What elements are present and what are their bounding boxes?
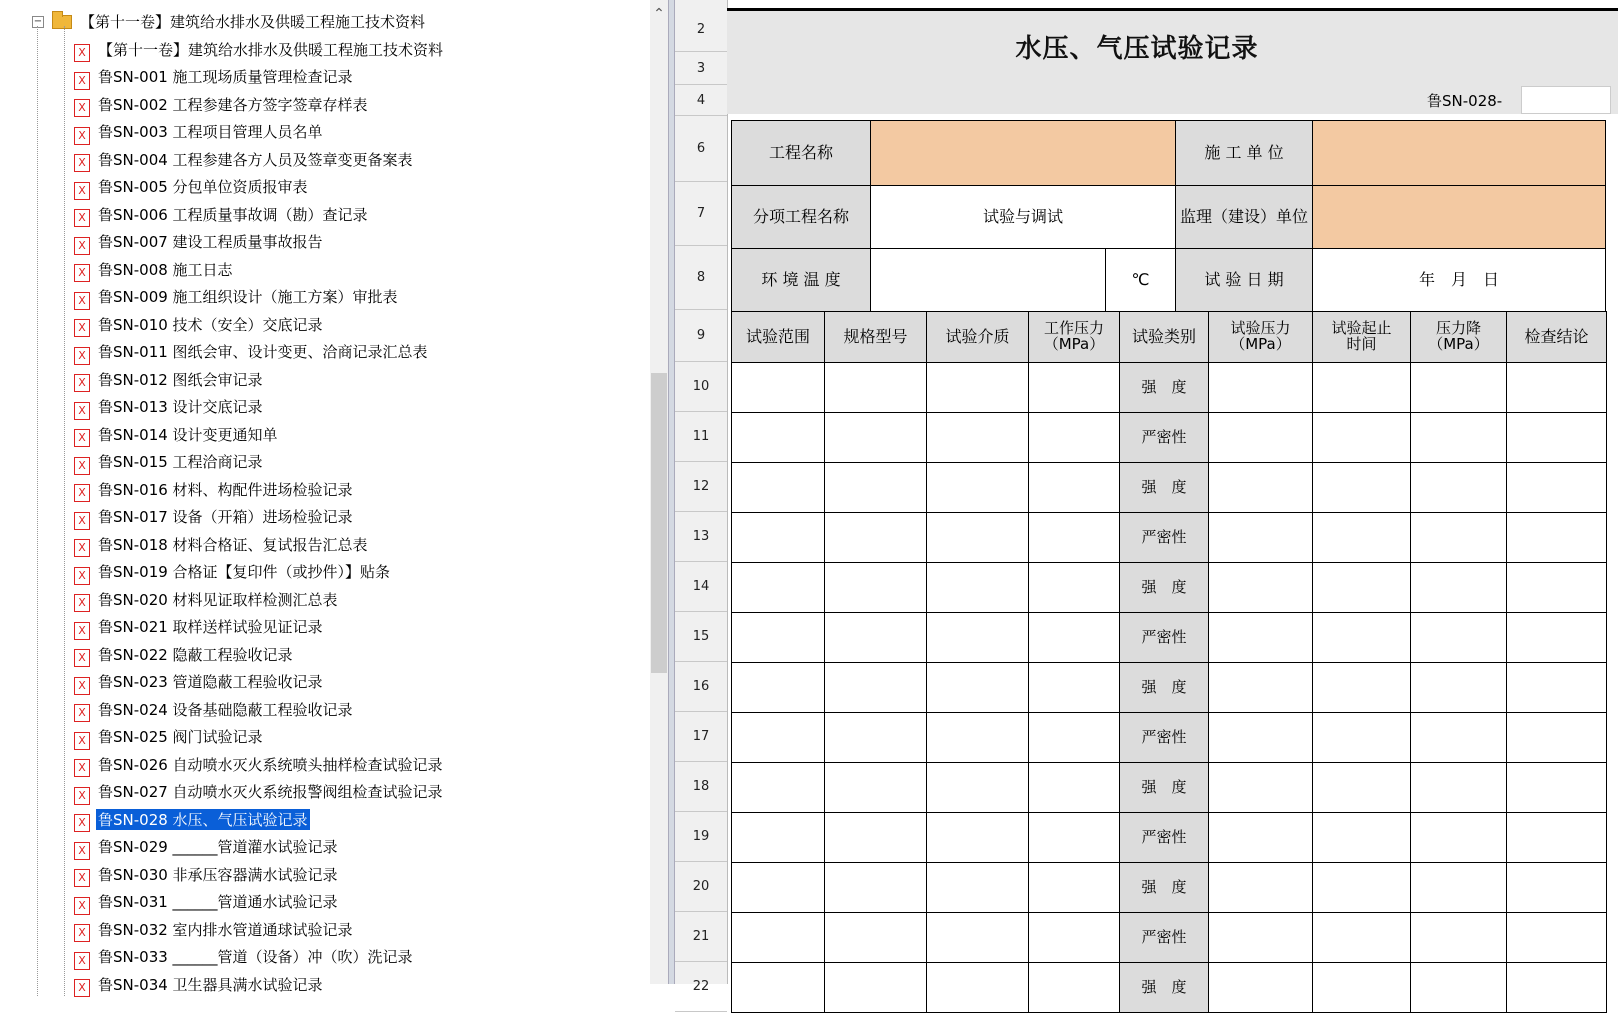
tree-item[interactable] <box>74 63 355 90</box>
table-cell[interactable] <box>1312 712 1411 763</box>
tree-item-label: 鲁SN-025 阀门试验记录 <box>98 728 263 746</box>
panel-splitter[interactable] <box>668 0 675 984</box>
test-date-value[interactable]: 年 月 日 <box>1312 248 1606 312</box>
tree-item-label: 鲁SN-004 工程参建各方人员及签章变更备案表 <box>98 150 413 169</box>
column-header: 试验范围 <box>731 311 825 363</box>
excel-file-icon: X <box>74 44 90 62</box>
table-cell[interactable] <box>1506 562 1607 613</box>
tree-item-label: 鲁SN-008 施工日志 <box>98 260 233 279</box>
tree-item[interactable] <box>74 393 265 420</box>
tree-item[interactable] <box>74 696 355 723</box>
table-cell[interactable] <box>926 962 1029 1013</box>
test-category: 强 度 <box>1119 862 1209 913</box>
table-cell[interactable] <box>1208 612 1313 663</box>
construction-unit-input[interactable] <box>1312 120 1606 186</box>
excel-file-icon: X <box>74 704 90 722</box>
table-cell[interactable] <box>824 662 927 713</box>
table-cell[interactable] <box>1028 762 1120 813</box>
tree-item-label: 鲁SN-033 ______管道（设备）冲（吹）洗记录 <box>98 948 413 966</box>
tree-item[interactable] <box>74 531 370 558</box>
table-cell[interactable] <box>1410 662 1507 713</box>
row-header[interactable]: 21 <box>675 912 727 962</box>
excel-file-icon: X <box>74 952 90 970</box>
table-cell[interactable] <box>926 612 1029 663</box>
tree-item[interactable] <box>74 751 445 778</box>
excel-file-icon: X <box>74 594 90 612</box>
table-cell[interactable] <box>824 862 927 913</box>
tree-item[interactable] <box>74 283 400 310</box>
excel-file-icon: X <box>74 457 90 475</box>
table-cell[interactable] <box>1506 862 1607 913</box>
table-cell[interactable] <box>1208 712 1313 763</box>
excel-file-icon: X <box>74 374 90 392</box>
table-cell[interactable] <box>1312 462 1411 513</box>
table-cell[interactable] <box>926 562 1029 613</box>
tree-guide-line <box>64 26 65 996</box>
table-cell[interactable] <box>1208 412 1313 463</box>
row-header[interactable]: 2 <box>675 8 727 52</box>
excel-file-icon: X <box>74 182 90 200</box>
test-category: 强 度 <box>1119 962 1209 1013</box>
tree-item-label: 鲁SN-021 取样送样试验见证记录 <box>98 618 323 636</box>
tree-item-label: 鲁SN-027 自动喷水灭火系统报警阀组检查试验记录 <box>98 783 443 801</box>
sub-project-value[interactable]: 试验与调试 <box>870 185 1176 249</box>
tree-item[interactable] <box>74 723 265 750</box>
tree-item[interactable] <box>74 668 325 695</box>
table-cell[interactable] <box>1410 512 1507 563</box>
tree-item-label: 鲁SN-013 设计交底记录 <box>98 398 263 416</box>
excel-file-icon: X <box>74 979 90 997</box>
table-cell[interactable] <box>731 712 825 763</box>
table-cell[interactable] <box>1506 962 1607 1013</box>
tree-item-label: 鲁SN-010 技术（安全）交底记录 <box>98 315 323 334</box>
table-cell[interactable] <box>1410 612 1507 663</box>
tree-item-label: 鲁SN-005 分包单位资质报审表 <box>98 178 308 196</box>
table-cell[interactable] <box>824 512 927 563</box>
test-category: 强 度 <box>1119 762 1209 813</box>
table-cell[interactable] <box>1028 612 1120 663</box>
table-cell[interactable] <box>926 462 1029 513</box>
excel-file-icon: X <box>74 924 90 942</box>
doc-number: 鲁SN-028- <box>1427 92 1503 110</box>
table-cell[interactable] <box>1028 912 1120 963</box>
tree-item[interactable] <box>74 613 325 640</box>
row-header[interactable]: 22 <box>675 962 727 1012</box>
table-cell[interactable] <box>731 862 825 913</box>
column-header: 试验类别 <box>1119 311 1209 363</box>
tree-item-label: 鲁SN-031 ______管道通水试验记录 <box>98 893 338 911</box>
table-cell[interactable] <box>1506 612 1607 663</box>
excel-file-icon: X <box>74 209 90 227</box>
row-header[interactable]: 19 <box>675 812 727 862</box>
table-cell[interactable] <box>824 562 927 613</box>
table-cell[interactable] <box>824 812 927 863</box>
row-header[interactable]: 11 <box>675 412 727 462</box>
row-header[interactable]: 13 <box>675 512 727 562</box>
tree-item-label: 鲁SN-002 工程参建各方签字签章存样表 <box>98 95 368 114</box>
excel-file-icon: X <box>74 622 90 640</box>
tree-item-label: 鲁SN-014 设计变更通知单 <box>98 425 278 444</box>
table-cell[interactable] <box>1506 362 1607 413</box>
test-category: 强 度 <box>1119 362 1209 413</box>
excel-file-icon: X <box>74 264 90 282</box>
excel-file-icon: X <box>74 567 90 585</box>
excel-file-icon: X <box>74 897 90 915</box>
tree-item-label: 鲁SN-023 管道隐蔽工程验收记录 <box>98 673 323 691</box>
tree-item[interactable] <box>74 503 355 530</box>
tree-root-folder[interactable] <box>32 8 427 35</box>
table-cell[interactable] <box>1506 762 1607 813</box>
table-cell[interactable] <box>824 462 927 513</box>
table-cell[interactable] <box>1410 762 1507 813</box>
tree-item[interactable] <box>74 146 415 173</box>
row-header[interactable]: 18 <box>675 762 727 812</box>
tree-item[interactable] <box>74 338 430 365</box>
column-header: 试验介质 <box>926 311 1029 363</box>
row-header[interactable]: 12 <box>675 462 727 512</box>
table-cell[interactable] <box>1312 562 1411 613</box>
excel-file-icon: X <box>74 649 90 667</box>
table-cell[interactable] <box>1208 562 1313 613</box>
tree-item[interactable] <box>74 861 340 888</box>
table-cell[interactable] <box>731 462 825 513</box>
table-cell[interactable] <box>824 912 927 963</box>
tree-item[interactable] <box>74 943 415 970</box>
table-cell[interactable] <box>926 762 1029 813</box>
tree-item-label: 鲁SN-015 工程洽商记录 <box>98 453 263 471</box>
row-header[interactable]: 14 <box>675 562 727 612</box>
column-header: 试验起止 时间 <box>1312 311 1411 363</box>
table-cell[interactable] <box>824 612 927 663</box>
row-header[interactable]: 17 <box>675 712 727 762</box>
table-cell[interactable] <box>1312 862 1411 913</box>
scrollbar-thumb[interactable] <box>651 373 667 673</box>
test-category: 严密性 <box>1119 712 1209 763</box>
tree-item-label: 【第十一卷】建筑给水排水及供暖工程施工技术资料 <box>98 40 444 59</box>
table-cell[interactable] <box>1506 512 1607 563</box>
row-header[interactable]: 4 <box>675 85 727 116</box>
project-name-input[interactable] <box>870 120 1176 186</box>
folder-open-icon <box>52 15 72 29</box>
tree-item[interactable] <box>74 118 325 145</box>
tree-item-label: 鲁SN-016 材料、构配件进场检验记录 <box>98 480 353 499</box>
table-cell[interactable] <box>1506 662 1607 713</box>
excel-file-icon: X <box>74 72 90 90</box>
tree-item[interactable] <box>74 806 310 833</box>
excel-file-icon: X <box>74 512 90 530</box>
excel-file-icon: X <box>74 292 90 310</box>
row-header[interactable]: 8 <box>675 246 727 310</box>
env-temp-input[interactable] <box>870 248 1106 312</box>
tree-item-label: 鲁SN-019 合格证【复印件（或抄件）】贴条 <box>98 563 391 581</box>
table-cell[interactable] <box>1506 812 1607 863</box>
table-cell[interactable] <box>824 962 927 1013</box>
excel-file-icon: X <box>74 539 90 557</box>
row-headers <box>675 0 728 994</box>
table-cell[interactable] <box>1028 712 1120 763</box>
excel-file-icon: X <box>74 484 90 502</box>
table-cell[interactable] <box>1312 612 1411 663</box>
tree-item[interactable] <box>74 476 355 503</box>
excel-file-icon: X <box>74 237 90 255</box>
table-cell[interactable] <box>1028 862 1120 913</box>
tree-item[interactable] <box>74 421 280 448</box>
row-header[interactable]: 15 <box>675 612 727 662</box>
table-cell[interactable] <box>1208 462 1313 513</box>
excel-file-icon: X <box>74 127 90 145</box>
tree-item[interactable] <box>74 641 295 668</box>
test-category: 强 度 <box>1119 562 1209 613</box>
row-header[interactable]: 7 <box>675 182 727 246</box>
table-cell[interactable] <box>1208 862 1313 913</box>
table-cell[interactable] <box>1410 712 1507 763</box>
table-cell[interactable] <box>731 512 825 563</box>
tree-item[interactable] <box>74 586 340 613</box>
tree-item-label: 鲁SN-006 工程质量事故调（勘）查记录 <box>98 205 368 224</box>
table-cell[interactable] <box>1028 662 1120 713</box>
tree-item[interactable] <box>74 228 325 255</box>
excel-file-icon: X <box>74 402 90 420</box>
test-category: 严密性 <box>1119 812 1209 863</box>
excel-file-icon: X <box>74 787 90 805</box>
table-cell[interactable] <box>731 412 825 463</box>
excel-file-icon: X <box>74 99 90 117</box>
construction-unit-label: 施 工 单 位 <box>1175 120 1313 186</box>
test-category: 严密性 <box>1119 512 1209 563</box>
table-cell[interactable] <box>1410 362 1507 413</box>
table-cell[interactable] <box>1410 462 1507 513</box>
table-cell[interactable] <box>1312 662 1411 713</box>
table-cell[interactable] <box>1028 412 1120 463</box>
tree-item[interactable] <box>74 256 235 283</box>
tree-guide-line <box>37 26 38 996</box>
collapse-icon[interactable]: − <box>33 15 43 27</box>
temp-unit: ℃ <box>1105 248 1176 312</box>
tree-item-label: 鲁SN-020 材料见证取样检测汇总表 <box>98 590 338 609</box>
table-cell[interactable] <box>1028 362 1120 413</box>
column-header: 压力降 （MPa） <box>1410 311 1507 363</box>
table-cell[interactable] <box>1410 912 1507 963</box>
table-cell[interactable] <box>926 862 1029 913</box>
tree-item-label: 鲁SN-009 施工组织设计（施工方案）审批表 <box>98 288 398 306</box>
table-cell[interactable] <box>926 712 1029 763</box>
tree-root-label: 【第十一卷】建筑给水排水及供暖工程施工技术资料 <box>80 13 426 31</box>
table-cell[interactable] <box>1410 962 1507 1013</box>
test-category: 严密性 <box>1119 912 1209 963</box>
table-cell[interactable] <box>731 662 825 713</box>
tree-item-label: 鲁SN-011 图纸会审、设计变更、洽商记录汇总表 <box>98 343 428 361</box>
table-cell[interactable] <box>1312 762 1411 813</box>
table-cell[interactable] <box>1506 412 1607 463</box>
tree-item[interactable] <box>74 201 370 228</box>
supervision-unit-input[interactable] <box>1312 185 1606 249</box>
table-cell[interactable] <box>926 662 1029 713</box>
tree-item-label: 鲁SN-034 卫生器具满水试验记录 <box>98 975 323 994</box>
table-cell[interactable] <box>1312 962 1411 1013</box>
table-cell[interactable] <box>926 912 1029 963</box>
table-cell[interactable] <box>1312 812 1411 863</box>
table-cell[interactable] <box>1208 812 1313 863</box>
row-header[interactable]: 10 <box>675 362 727 412</box>
supervision-unit-label: 监理（建设）单位 <box>1175 185 1313 249</box>
tree-item[interactable] <box>74 833 340 860</box>
test-category: 强 度 <box>1119 462 1209 513</box>
row-header[interactable]: 16 <box>675 662 727 712</box>
tree-item-label: 鲁SN-022 隐蔽工程验收记录 <box>98 645 293 664</box>
tree-item-label: 鲁SN-030 非承压容器满水试验记录 <box>98 865 338 884</box>
excel-file-icon: X <box>74 732 90 750</box>
tree-item-label: 鲁SN-026 自动喷水灭火系统喷头抽样检查试验记录 <box>98 755 443 774</box>
table-cell[interactable] <box>1208 362 1313 413</box>
table-cell[interactable] <box>1410 862 1507 913</box>
table-cell[interactable] <box>824 412 927 463</box>
column-header: 工作压力 （MPa） <box>1028 311 1120 363</box>
excel-file-icon: X <box>74 842 90 860</box>
table-cell[interactable] <box>1312 412 1411 463</box>
excel-file-icon: X <box>74 319 90 337</box>
tree-item-label: 鲁SN-028 水压、气压试验记录 <box>98 810 308 829</box>
tree-item-label: 鲁SN-017 设备（开箱）进场检验记录 <box>98 508 353 526</box>
table-cell[interactable] <box>1410 812 1507 863</box>
table-cell[interactable] <box>1506 712 1607 763</box>
column-header: 检查结论 <box>1506 311 1607 363</box>
row-header[interactable]: 6 <box>675 116 727 182</box>
table-cell[interactable] <box>731 962 825 1013</box>
table-cell[interactable] <box>1208 912 1313 963</box>
table-cell[interactable] <box>1208 962 1313 1013</box>
tree-item-label: 鲁SN-012 图纸会审记录 <box>98 370 263 389</box>
tree-item[interactable] <box>74 971 325 998</box>
project-name-label: 工程名称 <box>731 120 871 186</box>
table-cell[interactable] <box>1410 562 1507 613</box>
table-cell[interactable] <box>1028 462 1120 513</box>
excel-file-icon: X <box>74 677 90 695</box>
row-header[interactable]: 20 <box>675 862 727 912</box>
table-cell[interactable] <box>926 412 1029 463</box>
tree-item-label: 鲁SN-018 材料合格证、复试报告汇总表 <box>98 535 368 554</box>
form-title: 水压、气压试验记录 <box>1015 34 1259 64</box>
table-cell[interactable] <box>824 362 927 413</box>
tree-item-label: 鲁SN-003 工程项目管理人员名单 <box>98 123 323 141</box>
excel-file-icon: X <box>74 814 90 832</box>
tree-item-label: 鲁SN-007 建设工程质量事故报告 <box>98 233 323 251</box>
table-cell[interactable] <box>1312 362 1411 413</box>
table-cell[interactable] <box>1208 512 1313 563</box>
tree-item[interactable] <box>74 778 445 805</box>
table-cell[interactable] <box>1410 412 1507 463</box>
doc-number-input[interactable] <box>1521 86 1611 114</box>
tree-item[interactable] <box>74 558 392 585</box>
row-header[interactable]: 9 <box>675 310 727 362</box>
table-cell[interactable] <box>1028 962 1120 1013</box>
tree-scrollbar[interactable] <box>650 0 668 984</box>
spreadsheet-view <box>675 0 1618 996</box>
table-cell[interactable] <box>926 512 1029 563</box>
tree-item[interactable] <box>74 36 445 63</box>
table-cell[interactable] <box>731 762 825 813</box>
table-cell[interactable] <box>731 362 825 413</box>
tree-item[interactable] <box>74 888 340 915</box>
table-cell[interactable] <box>731 562 825 613</box>
tree-item[interactable] <box>74 366 265 393</box>
column-header: 规格型号 <box>824 311 927 363</box>
test-category: 严密性 <box>1119 412 1209 463</box>
tree-item[interactable] <box>74 916 355 943</box>
tree-item[interactable] <box>74 448 265 475</box>
table-cell[interactable] <box>824 712 927 763</box>
excel-file-icon: X <box>74 429 90 447</box>
tree-item[interactable] <box>74 91 370 118</box>
tree-item-label: 鲁SN-001 施工现场质量管理检查记录 <box>98 68 353 86</box>
env-temp-label: 环 境 温 度 <box>731 248 871 312</box>
tree-item-label: 鲁SN-029 ______管道灌水试验记录 <box>98 838 338 856</box>
table-cell[interactable] <box>1506 462 1607 513</box>
tree-item[interactable] <box>74 311 325 338</box>
table-cell[interactable] <box>1028 812 1120 863</box>
table-cell[interactable] <box>1312 912 1411 963</box>
table-cell[interactable] <box>731 812 825 863</box>
table-cell[interactable] <box>926 812 1029 863</box>
table-cell[interactable] <box>731 912 825 963</box>
table-cell[interactable] <box>1312 512 1411 563</box>
table-cell[interactable] <box>926 362 1029 413</box>
sub-project-label: 分项工程名称 <box>731 185 871 249</box>
tree-item-label: 鲁SN-024 设备基础隐蔽工程验收记录 <box>98 700 353 719</box>
excel-file-icon: X <box>74 759 90 777</box>
tree-panel <box>0 0 675 994</box>
table-cell[interactable] <box>731 612 825 663</box>
row-header[interactable]: 3 <box>675 52 727 85</box>
table-cell[interactable] <box>1028 512 1120 563</box>
excel-file-icon: X <box>74 154 90 172</box>
test-category: 强 度 <box>1119 662 1209 713</box>
column-header: 试验压力 （MPa） <box>1208 311 1313 363</box>
table-cell[interactable] <box>1506 912 1607 963</box>
excel-file-icon: X <box>74 869 90 887</box>
table-cell[interactable] <box>824 762 927 813</box>
excel-file-icon: X <box>74 347 90 365</box>
test-date-label: 试 验 日 期 <box>1175 248 1313 312</box>
top-border <box>727 8 1618 11</box>
scroll-up-icon[interactable]: ⌃ <box>653 6 665 22</box>
test-category: 严密性 <box>1119 612 1209 663</box>
tree-item-label: 鲁SN-032 室内排水管道通球试验记录 <box>98 920 353 939</box>
table-cell[interactable] <box>1208 762 1313 813</box>
tree-item[interactable] <box>74 173 310 200</box>
form-sheet <box>727 0 1618 996</box>
table-cell[interactable] <box>1208 662 1313 713</box>
table-cell[interactable] <box>1028 562 1120 613</box>
